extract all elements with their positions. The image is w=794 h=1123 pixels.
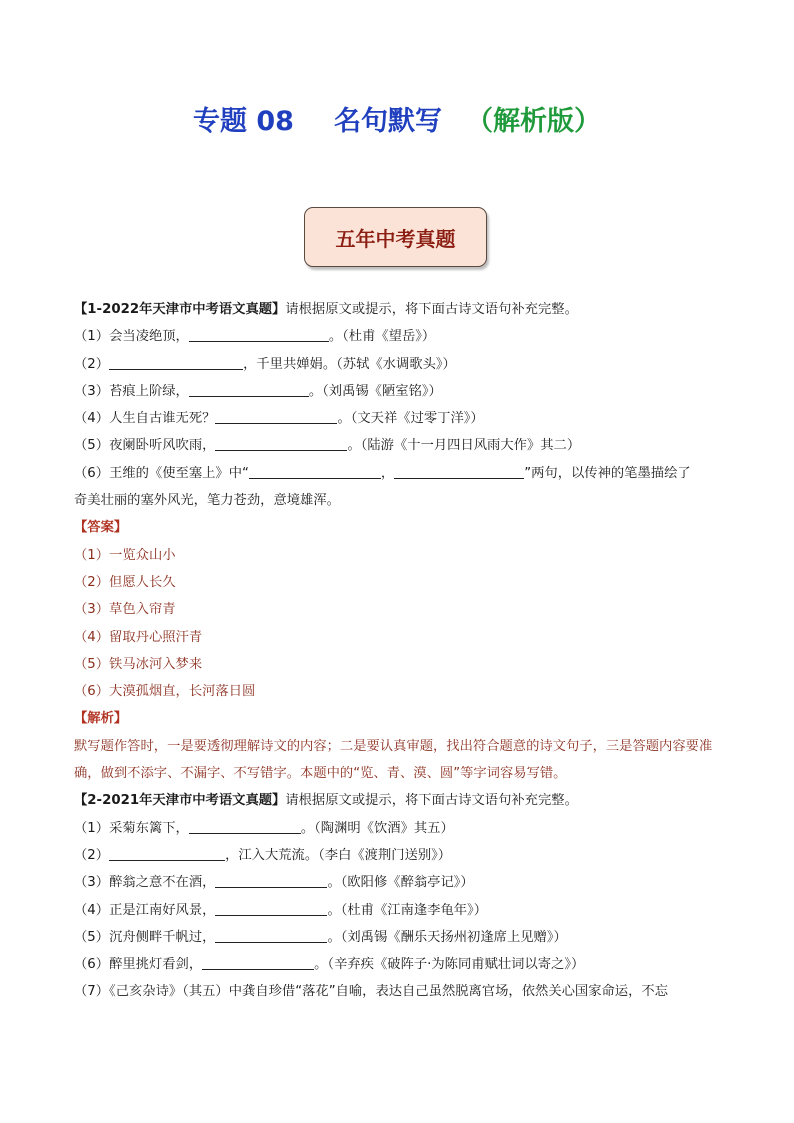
fill-blank — [189, 327, 329, 342]
item-source: 。（刘禹锡《酬乐天扬州初逢席上见赠》） — [327, 929, 567, 945]
q1-tag: 【1-2022年天津市中考语文真题】 — [74, 302, 286, 317]
item-number: （2） — [74, 847, 110, 863]
item-text: 沉舟侧畔千帆过， — [109, 929, 216, 945]
fill-blank — [189, 382, 309, 397]
item-number: （1） — [74, 329, 110, 345]
fill-blank — [215, 873, 327, 888]
q1-item-2 — [74, 351, 724, 378]
fill-blank — [215, 436, 347, 451]
fill-blank — [109, 846, 225, 861]
item-text: 正是江南好风景， — [109, 902, 216, 918]
item-number: （3） — [74, 875, 110, 891]
item-number: （6） — [74, 465, 110, 481]
fill-blank — [215, 901, 327, 916]
item-source: 。（刘禹锡《陋室铭》） — [308, 383, 442, 399]
q1-item-6-cont: 奇美壮丽的塞外风光，笔力苍劲，意境雄浑。 — [74, 493, 340, 509]
item-text: 夜阑卧听风吹雨， — [109, 438, 216, 454]
q1-item-5 — [74, 432, 724, 459]
q2-instruction: 请根据原文或提示，将下面古诗文语句补充完整。 — [285, 793, 578, 809]
q2-header — [74, 787, 724, 814]
fill-blank — [215, 928, 327, 943]
q1-instruction: 请根据原文或提示，将下面古诗文语句补充完整。 — [285, 302, 578, 317]
item-number: （4） — [74, 411, 110, 427]
answer-line: （4）留取丹心照汗青 — [74, 629, 203, 645]
answer-label: 【答案】 — [74, 520, 128, 536]
item-text: 苔痕上阶绿， — [109, 383, 189, 399]
item-text: ”两句，以传神的笔墨描绘了 — [524, 465, 691, 481]
answer-line: （3）草色入帘青 — [74, 602, 176, 618]
q2-tag: 【2-2021年天津市中考语文真题】 — [74, 793, 286, 809]
fill-blank — [215, 409, 337, 424]
title-version: （解析版） — [465, 106, 601, 137]
item-source: ，千里共婵娟。（苏轼《水调歌头》） — [243, 356, 456, 372]
item-number: （6） — [74, 957, 110, 973]
item-source: 。（杜甫《江南逢李龟年》） — [327, 902, 487, 918]
item-number: （3） — [74, 383, 110, 399]
fill-blank — [202, 955, 314, 970]
q1-item-4 — [74, 405, 724, 432]
item-source: 。（陶渊明《饮酒》其五） — [300, 820, 454, 836]
fill-blank — [109, 355, 243, 370]
q2-item-7: （7）《己亥杂诗》（其五）中龚自珍借“落花”自喻，表达自己虽然脱离官场，依然关心国家命运，不忘 — [74, 984, 668, 1000]
q2-item-2 — [74, 842, 724, 869]
item-number: （4） — [74, 902, 110, 918]
item-source: 。（辛弃疾《破阵子·为陈同甫赋壮词以寄之》） — [314, 957, 585, 973]
item-text: 会当凌绝顶， — [109, 329, 189, 345]
document-body — [74, 296, 724, 1006]
item-source: 。（陆游《十一月四日风雨大作》其二） — [347, 438, 581, 454]
item-text: 醉翁之意不在酒， — [109, 875, 216, 891]
item-number: （5） — [74, 438, 110, 454]
q2-item-4 — [74, 897, 724, 924]
q1-header — [74, 296, 724, 323]
q1-item-3 — [74, 378, 724, 405]
title-topic: 名句默写 — [333, 106, 442, 137]
answer-line: （5）铁马冰河入梦来 — [74, 656, 203, 672]
item-number: （5） — [74, 929, 110, 945]
item-number: （2） — [74, 356, 110, 372]
fill-blank — [394, 464, 524, 479]
item-text: 采菊东篱下， — [109, 820, 189, 836]
q2-item-5 — [74, 924, 724, 951]
item-text: 王维的《使至塞上》中“ — [109, 465, 249, 481]
item-number: （1） — [74, 820, 110, 836]
item-source: 。（文天祥《过零丁洋》） — [337, 411, 484, 427]
analysis-text: 默写题作答时，一是要透彻理解诗文的内容；二是要认真审题，找出符合题意的诗文句子，三是答题内容要准确，做到不添字、不漏字、不写错字。本题中的“览、青、漠、圆”等字词容易写错。 — [74, 738, 713, 782]
q2-item-1 — [74, 815, 724, 842]
q2-item-6 — [74, 951, 724, 978]
item-text: ， — [380, 465, 395, 481]
fill-blank — [249, 464, 381, 479]
q2-item-3 — [74, 869, 724, 896]
title-main: 专题 08 — [193, 106, 294, 137]
item-source: ，江入大荒流。（李白《渡荆门送别》） — [225, 847, 452, 863]
answer-line: （6）大漠孤烟直，长河落日圆 — [74, 684, 256, 700]
fill-blank — [189, 819, 301, 834]
item-source: 。（欧阳修《醉翁亭记》） — [327, 875, 474, 891]
item-text: 醉里挑灯看剑， — [109, 957, 203, 973]
analysis-label: 【解析】 — [74, 711, 128, 727]
answer-line: （2）但愿人长久 — [74, 574, 176, 590]
q1-item-1 — [74, 323, 724, 350]
q1-item-6 — [74, 460, 724, 487]
section-banner: 五年中考真题 — [304, 207, 487, 267]
item-source: 。（杜甫《望岳》） — [328, 329, 436, 345]
item-text: 人生自古谁无死？ — [109, 411, 216, 427]
page-title — [0, 102, 794, 142]
answer-line: （1）一览众山小 — [74, 547, 176, 563]
